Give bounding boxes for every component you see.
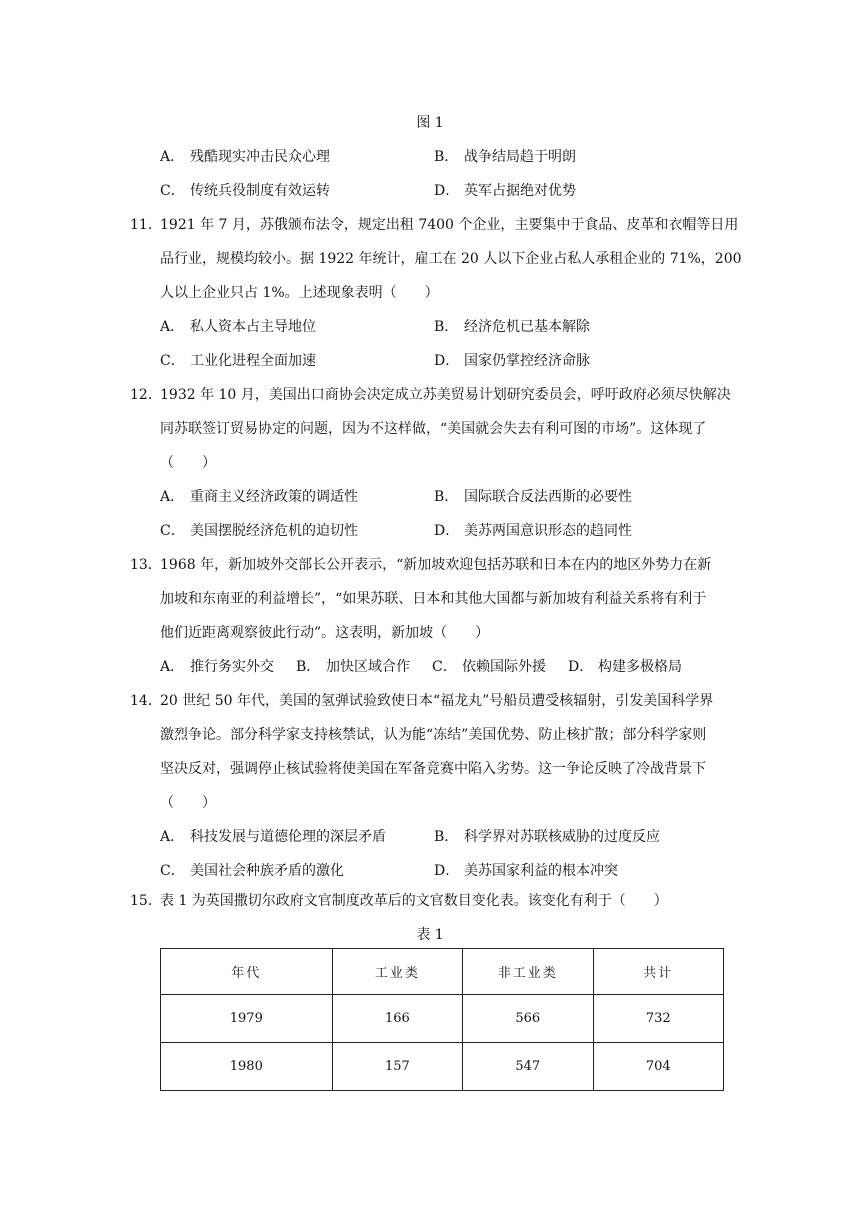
q15-stem-line: 表 1 为英国撒切尔政府文官制度改革后的文官数目变化表。该变化有利于（ ）	[160, 893, 668, 909]
q13-stem-line: 他们近距离观察彼此行动”。这表明，新加坡（ ）	[160, 625, 490, 641]
q11-option-d: D． 国家仍掌控经济命脉	[434, 353, 590, 369]
table-header-cell: 工业类	[332, 949, 462, 995]
q15-number: 15．	[130, 893, 162, 909]
q11-option-b: B． 经济危机已基本解除	[434, 319, 590, 335]
table-caption: 表 1	[416, 927, 444, 943]
table-cell: 1980	[161, 1043, 333, 1091]
table-row	[161, 1043, 724, 1091]
q14-option-c: C． 美国社会种族矛盾的激化	[160, 863, 344, 879]
table-cell: 1979	[161, 995, 333, 1043]
q11-option-c: C． 工业化进程全面加速	[160, 353, 316, 369]
q12-stem-line: 1932 年 10 月，美国出口商协会决定成立苏美贸易计划研究委员会，呼吁政府必须尽快解决	[160, 387, 731, 403]
q12-option-d: D． 美苏两国意识形态的趋同性	[434, 523, 632, 539]
q11-number: 11．	[130, 217, 162, 233]
q14-stem-line: 坚决反对，强调停止核试验将使美国在军备竞赛中陷入劣势。这一争论反映了冷战背景下	[160, 761, 706, 777]
q10-option-a: A． 残酷现实冲击民众心理	[160, 149, 330, 165]
q12-option-c: C． 美国摆脱经济危机的迫切性	[160, 523, 358, 539]
table-cell: 566	[463, 995, 593, 1043]
q14-stem-line: 激烈争论。部分科学家支持核禁试，认为能“冻结”美国优势、防止核扩散；部分科学家则	[160, 727, 707, 743]
q14-number: 14．	[130, 693, 162, 709]
q14-option-b: B． 科学界对苏联核威胁的过度反应	[434, 829, 660, 845]
q11-option-a: A． 私人资本占主导地位	[160, 319, 316, 335]
table-row	[161, 995, 724, 1043]
q12-option-b: B． 国际联合反法西斯的必要性	[434, 489, 632, 505]
q11-stem-line: 1921 年 7 月，苏俄颁布法令，规定出租 7400 个企业，主要集中于食品、皮革和衣帽等日用	[160, 217, 739, 233]
q14-option-d: D． 美苏国家利益的根本冲突	[434, 863, 618, 879]
q11-stem-line: 人以上企业只占 1%。上述现象表明（ ）	[160, 285, 439, 301]
table-cell: 157	[332, 1043, 462, 1091]
table-header-cell: 非工业类	[463, 949, 593, 995]
table-cell: 547	[463, 1043, 593, 1091]
figure-caption: 图 1	[416, 115, 444, 131]
q13-stem-line: 1968 年，新加坡外交部长公开表示，“新加坡欢迎包括苏联和日本在内的地区外势力在新	[160, 557, 712, 573]
table-header-cell: 共计	[593, 949, 723, 995]
q13-option-d: D． 构建多极格局	[568, 659, 682, 675]
table-header-cell: 年代	[161, 949, 333, 995]
q13-option-b: B． 加快区域合作	[296, 659, 410, 675]
q10-option-c: C． 传统兵役制度有效运转	[160, 183, 330, 199]
q13-option-a: A． 推行务实外交	[160, 659, 274, 675]
q12-stem-line: 同苏联签订贸易协定的问题，因为不这样做，“美国就会失去有利可图的市场”。这体现了	[160, 421, 707, 437]
table-cell: 704	[593, 1043, 723, 1091]
table-header-row	[161, 949, 724, 995]
q12-number: 12．	[130, 387, 162, 403]
table-cell: 166	[332, 995, 462, 1043]
q14-option-a: A． 科技发展与道德伦理的深层矛盾	[160, 829, 386, 845]
q10-option-d: D． 英军占据绝对优势	[434, 183, 576, 199]
civil-servant-table	[160, 948, 724, 1091]
q13-number: 13．	[130, 557, 162, 573]
q10-option-b: B． 战争结局趋于明朗	[434, 149, 576, 165]
table-cell: 732	[593, 995, 723, 1043]
q12-option-a: A． 重商主义经济政策的调适性	[160, 489, 358, 505]
q14-stem-line: 20 世纪 50 年代，美国的氢弹试验致使日本“福龙丸”号船员遭受核辐射，引发美国科学界	[160, 693, 714, 709]
q12-stem-line: （ ）	[160, 455, 216, 471]
q14-stem-line: （ ）	[160, 795, 216, 811]
q11-stem-line: 品行业，规模均较小。据 1922 年统计，雇工在 20 人以下企业占私人承租企业的 71%，200	[160, 251, 742, 267]
q13-stem-line: 加坡和东南亚的利益增长”，“如果苏联、日本和其他大国都与新加坡有利益关系将有利于	[160, 591, 707, 607]
q13-option-c: C． 依赖国际外援	[432, 659, 546, 675]
